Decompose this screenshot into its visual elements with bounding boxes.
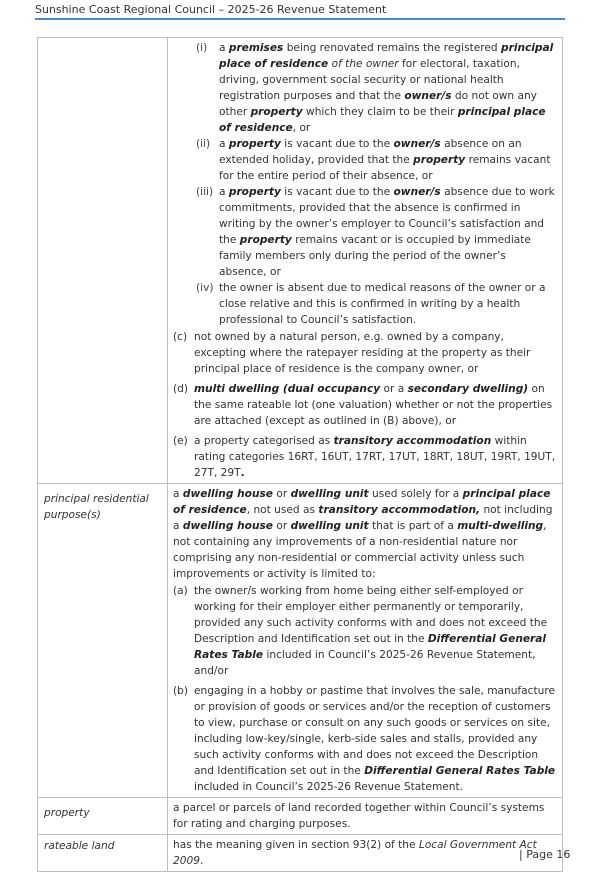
text-run: or (272, 488, 291, 500)
text-run: a property categorised as (194, 435, 334, 447)
definition-cell (168, 38, 563, 484)
emphasized-text: multi dwelling (dual occupancy (194, 383, 381, 395)
page-number: | Page 16 (519, 848, 571, 861)
clause-number: (iii) (196, 186, 214, 198)
definition-cell (168, 798, 563, 835)
clause-text (194, 381, 556, 429)
definition-text (173, 800, 556, 832)
text-run: do not own any other (219, 90, 537, 118)
letter-list (173, 329, 556, 481)
header-rule (35, 18, 565, 20)
emphasized-text: multi-dwelling (457, 520, 544, 532)
sub-clause (173, 184, 556, 280)
text-run: or (272, 520, 291, 532)
emphasized-text: secondary dwelling) (407, 383, 529, 395)
text-run: not owned by a natural person, e.g. owned by a company, excepting where the ratepayer residing at the property as their principal place of residence is the company owner, or (194, 331, 531, 375)
term-principal-residential-purpose: principal residential purpose(s) (38, 484, 168, 798)
clause-number: (i) (196, 42, 208, 54)
sub-clause (173, 136, 556, 184)
text-run: within rating categories 16RT, 16UT, 17RT, 17UT, 18RT, 18UT, 19RT, 19UT, 27T, 29T (194, 435, 556, 479)
clause-text (219, 40, 556, 136)
text-run: engaging in a hobby or pastime that involves the sale, manufacture or provision of goods or services and/or the reception of customers to view, purchase or consult on any such goods or services on site, including low-key/single, kerb-side sales and stalls, provided any such activity conforms with and does not exceed the Description and Identification set out in the (194, 685, 555, 777)
lettered-clause (173, 329, 556, 377)
clause-text (219, 136, 556, 184)
emphasized-text: transitory accommodation (333, 435, 492, 447)
text-run: not including a (173, 504, 553, 532)
lettered-clause (173, 683, 556, 795)
text-run: for electoral, taxation, driving, government social security or national health registration purposes and that the (219, 58, 520, 102)
text-run: a parcel or parcels of land recorded together within Council’s systems for rating and charging purposes. (173, 802, 545, 830)
text-run: . (199, 855, 204, 867)
lettered-clause (173, 583, 556, 679)
definition-text (173, 837, 556, 869)
definition-cell (168, 835, 563, 872)
text-run: or a (380, 383, 408, 395)
text-run: has the meaning given in section 93(2) of the (173, 839, 419, 851)
term-property: property (38, 798, 168, 835)
text-run: a (219, 186, 229, 198)
emphasized-text: dwelling house (182, 488, 273, 500)
emphasized-text: dwelling unit (290, 488, 369, 500)
emphasized-text: property (250, 106, 303, 118)
definition-intro (173, 486, 556, 582)
text-run: being renovated remains the registered (283, 42, 502, 54)
table-row (38, 38, 563, 484)
emphasized-text: property (228, 186, 281, 198)
emphasized-text: premises (228, 42, 284, 54)
text-run: a (173, 488, 183, 500)
term-rateable-land: rateable land (38, 835, 168, 872)
emphasized-text: principal place of residence (173, 488, 551, 516)
emphasized-text: . (240, 467, 245, 479)
clause-text (219, 280, 556, 328)
emphasized-text: property (228, 138, 281, 150)
clause-number: (ii) (196, 138, 211, 150)
text-run: absence on an extended holiday, provided that the (219, 138, 522, 166)
text-run: a (219, 42, 229, 54)
emphasized-text: Local Government Act 2009 (173, 839, 537, 867)
emphasized-text: dwelling house (182, 520, 273, 532)
text-run: , or (292, 122, 311, 134)
emphasized-text: property (239, 234, 292, 246)
document-header: Sunshine Coast Regional Council – 2025-26 Revenue Statement (35, 3, 387, 16)
text-run: is vacant due to the (280, 186, 394, 198)
table-row (38, 484, 563, 798)
clause-letter: (e) (173, 435, 188, 447)
emphasized-text: principal place of residence (219, 106, 546, 134)
text-run: remains vacant or is occupied by immediate family members only during the period of the owner’s absence, or (219, 234, 531, 278)
emphasized-text: property (413, 154, 466, 166)
emphasized-text: Differential General Rates Table (194, 633, 547, 661)
text-run: which they claim to be their (302, 106, 458, 118)
table-row (38, 798, 563, 835)
emphasized-text: owner/s (404, 90, 452, 102)
clause-letter: (b) (173, 685, 188, 697)
text-run: on the same rateable lot (one valuation) whether or not the properties are attached (except as outlined in (B) above), or (194, 383, 553, 427)
text-run: used solely for a (368, 488, 463, 500)
clause-letter: (c) (173, 331, 188, 343)
clause-text (194, 683, 556, 795)
lettered-clause (173, 433, 556, 481)
emphasized-text: of the owner (328, 58, 399, 70)
term-cell-empty (38, 38, 168, 484)
text-run: the owner/s working from home being either self-employed or working for their employer either permanently or temporarily, provided any such activity conforms with and does not exceed the Description and Identification set out in the (194, 585, 548, 645)
emphasized-text: owner/s (393, 138, 441, 150)
text-run: , not containing any improvements of a non-residential nature nor comprising any non-residential or commercial activity unless such improvements or activity is limited to: (173, 520, 547, 580)
emphasized-text: transitory accommodation, (318, 504, 481, 516)
clause-text (194, 583, 556, 679)
text-run: that is part of a (368, 520, 458, 532)
sub-clause (173, 280, 556, 328)
emphasized-text: dwelling unit (290, 520, 369, 532)
clause-text (194, 329, 556, 377)
text-run: absence due to work commitments, provided that the absence is confirmed in writing by the owner’s employer to Council’s satisfaction and the (219, 186, 555, 246)
clause-text (194, 433, 556, 481)
text-run: included in Council’s 2025-26 Revenue Statement, and/or (194, 649, 536, 677)
clause-number: (iv) (196, 282, 214, 294)
lettered-clause (173, 381, 556, 429)
definitions-table (37, 37, 563, 872)
clause-text (219, 184, 556, 280)
text-run: a (219, 138, 229, 150)
text-run: , not used as (246, 504, 319, 516)
emphasized-text: principal place of residence (219, 42, 554, 70)
definition-cell (168, 484, 563, 798)
roman-list (173, 40, 556, 328)
letter-list (173, 583, 556, 795)
clause-letter: (a) (173, 585, 188, 597)
text-run: the owner is absent due to medical reasons of the owner or a close relative and this is confirmed in writing by a health professional to Council’s satisfaction. (219, 282, 546, 326)
emphasized-text: Differential General Rates Table (364, 765, 556, 777)
text-run: included in Council’s 2025-26 Revenue Statement. (194, 781, 464, 793)
clause-letter: (d) (173, 383, 188, 395)
emphasized-text: owner/s (393, 186, 441, 198)
text-run: remains vacant for the entire period of their absence, or (219, 154, 551, 182)
table-row (38, 835, 563, 872)
sub-clause (173, 40, 556, 136)
text-run: is vacant due to the (280, 138, 394, 150)
